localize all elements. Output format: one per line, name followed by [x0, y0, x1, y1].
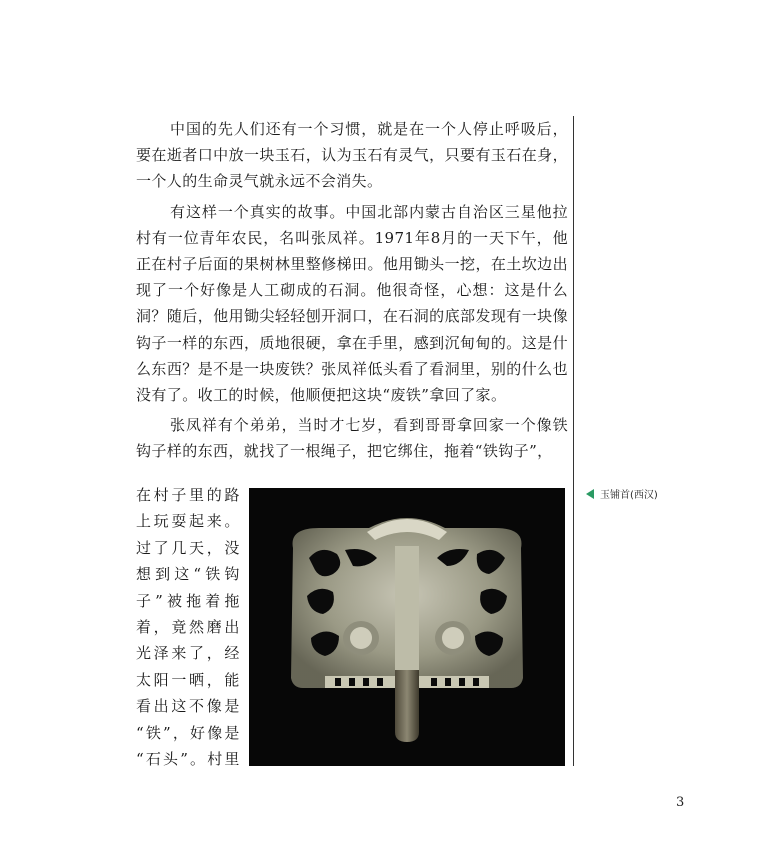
- wrapped-line: 看出这不像是: [136, 697, 240, 716]
- wrapped-line: 过了几天，没: [136, 538, 240, 557]
- wrapped-line: 在村子里的路: [136, 486, 240, 504]
- image-caption: [586, 486, 658, 501]
- wrapped-line: 上玩耍起来。: [136, 512, 240, 531]
- paragraph-3: 张凤祥有个弟弟，当时才七岁，看到哥哥拿回家一个像铁钩子样的东西，就找了一根绳子，把它绑住，拖着“铁钩子”，: [136, 416, 568, 461]
- margin-rule: [573, 116, 574, 766]
- paragraph-2: 有这样一个真实的故事。中国北部内蒙古自治区三星他拉村有一位青年农民，名叫张凤祥。1971年8月的一天下午，他正在村子后面的果树林里整修梯田。他用锄头一挖，在土坎边出现了一个好像是人工砌成的石洞。他很奇怪，心想：这是什么洞？随后，他用锄尖轻轻刨开洞口，在石洞的底部发现有一块像钩子一样的东西，质地很硬，拿在手里，感到沉甸甸的。这是什么东西？是不是一块废铁？张凤祥低头看了看洞里，别的什么也没有了。收工的时候，他顺便把这块“废铁”拿回了家。: [136, 202, 568, 405]
- wrapped-line: 想到这“铁钩: [136, 565, 240, 584]
- wrapped-line: 子”被拖着拖: [136, 591, 240, 610]
- paragraph-1: 中国的先人们还有一个习惯，就是在一个人停止呼吸后，要在逝者口中放一块玉石，认为玉石有灵气，只要有玉石在身，一个人的生命灵气就永远不会消失。: [136, 120, 568, 191]
- wrapped-line: 着，竟然磨出: [136, 618, 240, 637]
- jade-mask-illustration: [249, 488, 565, 766]
- wrapped-line: “石头”。村里: [136, 750, 240, 769]
- wrapped-text-column: [136, 482, 240, 772]
- wrapped-line: 光泽来了，经: [136, 644, 240, 663]
- page-number: 3: [676, 795, 685, 810]
- wrapped-line: “铁”，好像是: [136, 723, 240, 742]
- body-text: [136, 116, 568, 469]
- triangle-marker-icon: [586, 489, 594, 499]
- caption-text: 玉铺首(西汉): [600, 490, 658, 501]
- wrapped-line: 太阳一晒，能: [136, 670, 240, 689]
- jade-pushou-photo: [249, 488, 565, 766]
